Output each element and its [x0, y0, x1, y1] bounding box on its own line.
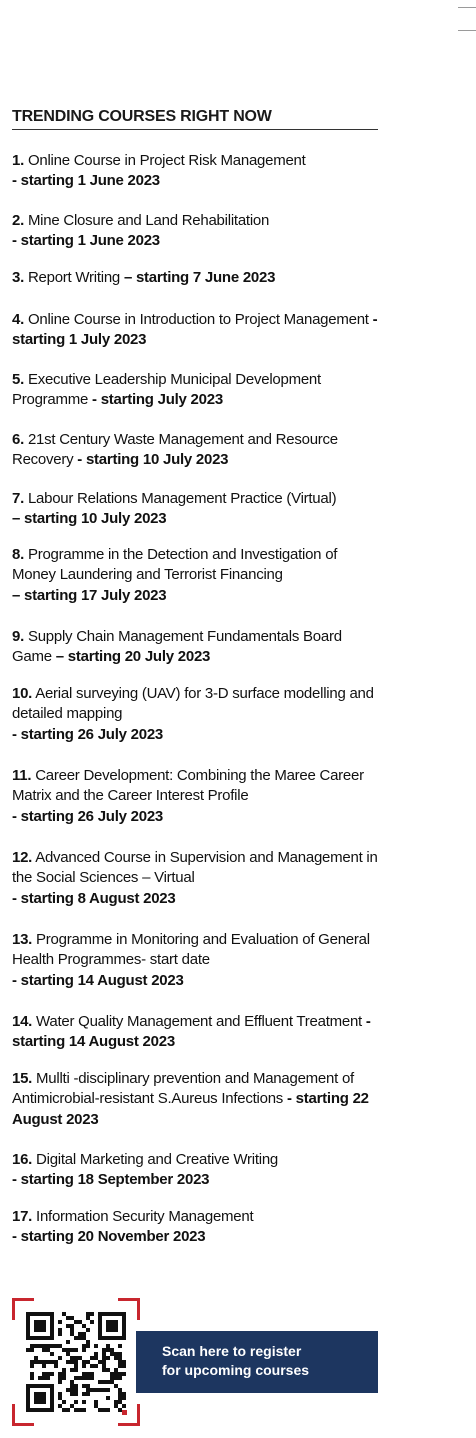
- course-number: 3.: [12, 269, 25, 286]
- course-item[interactable]: [12, 211, 384, 252]
- course-number: 7.: [12, 490, 25, 507]
- course-item[interactable]: [12, 1069, 384, 1130]
- course-item[interactable]: [12, 310, 384, 351]
- course-number: 12.: [12, 849, 33, 866]
- course-item[interactable]: [12, 268, 384, 288]
- course-title: Information Security Management: [36, 1208, 254, 1225]
- course-item[interactable]: [12, 151, 384, 192]
- course-number: 17.: [12, 1208, 33, 1225]
- course-title: Mullti -disciplinary prevention and Management of Antimicrobial-resistant S.Aureus Infections: [12, 1070, 354, 1108]
- course-number: 9.: [12, 628, 25, 645]
- course-item[interactable]: [12, 684, 384, 745]
- course-number: 1.: [12, 152, 25, 169]
- course-item[interactable]: [12, 627, 384, 668]
- course-item[interactable]: [12, 848, 384, 909]
- course-item[interactable]: [12, 1150, 384, 1191]
- section-heading: TRENDING COURSES RIGHT NOW: [12, 107, 378, 130]
- course-title: 21st Century Waste Management and Resource Recovery: [12, 431, 338, 469]
- course-number: 11.: [12, 767, 32, 784]
- course-title: Labour Relations Management Practice (Virtual): [27, 490, 337, 507]
- register-banner[interactable]: [136, 1331, 378, 1393]
- course-item[interactable]: [12, 930, 384, 991]
- top-divider: [458, 7, 476, 8]
- course-title: Programme in the Detection and Investigation of Money Laundering and Terrorist Financing: [12, 546, 338, 584]
- course-date: - starting 22 August 2023: [12, 1090, 369, 1128]
- course-title: Water Quality Management and Effluent Treatment: [36, 1013, 362, 1030]
- course-item[interactable]: [12, 489, 384, 530]
- course-number: 4.: [12, 311, 25, 328]
- register-line-1: Scan here to register: [162, 1343, 302, 1359]
- qr-code-graphic: [12, 1298, 140, 1426]
- course-title: Supply Chain Management Fundamentals Board Game: [12, 628, 342, 666]
- course-title: Career Development: Combining the Maree Career Matrix and the Career Interest Profile: [12, 767, 364, 805]
- course-number: 5.: [12, 371, 25, 388]
- course-date: - starting 26 July 2023: [12, 807, 163, 825]
- qr-code-icon[interactable]: [12, 1298, 140, 1426]
- course-date: - starting 20 November 2023: [12, 1228, 206, 1246]
- course-date: – starting 10 July 2023: [12, 510, 167, 528]
- course-title: Online Course in Introduction to Project Management: [27, 311, 369, 328]
- course-number: 14.: [12, 1013, 33, 1030]
- course-date: - starting 10 July 2023: [73, 451, 229, 469]
- course-item[interactable]: [12, 766, 384, 827]
- course-date: - starting 26 July 2023: [12, 725, 163, 743]
- course-title: Executive Leadership Municipal Development Programme: [12, 371, 321, 409]
- course-date: - starting 8 August 2023: [12, 889, 176, 907]
- course-date: – starting 7 June 2023: [120, 269, 276, 286]
- course-title: Mine Closure and Land Rehabilitation: [27, 212, 270, 229]
- course-number: 10.: [12, 685, 33, 702]
- course-title: Aerial surveying (UAV) for 3-D surface modelling and detailed mapping: [12, 685, 374, 723]
- course-number: 6.: [12, 431, 25, 448]
- top-divider: [458, 30, 476, 31]
- course-date: - starting 1 June 2023: [12, 232, 160, 250]
- course-date: - starting 14 August 2023: [12, 971, 184, 989]
- course-number: 8.: [12, 546, 25, 563]
- course-date: – starting 17 July 2023: [12, 586, 167, 604]
- course-item[interactable]: [12, 370, 384, 411]
- course-date: – starting 20 July 2023: [51, 648, 211, 666]
- course-item[interactable]: [12, 430, 384, 471]
- course-number: 2.: [12, 212, 25, 229]
- course-date: - starting July 2023: [88, 391, 223, 409]
- course-item[interactable]: [12, 1207, 384, 1248]
- course-title: Online Course in Project Risk Management: [27, 152, 306, 169]
- course-number: 15.: [12, 1070, 33, 1087]
- course-title: Advanced Course in Supervision and Management in the Social Sciences – Virtual: [12, 849, 378, 887]
- course-date: - starting 18 September 2023: [12, 1171, 210, 1189]
- course-title: Report Writing: [27, 269, 121, 286]
- course-date: - starting 1 June 2023: [12, 172, 160, 190]
- course-number: 13.: [12, 931, 33, 948]
- course-title: Programme in Monitoring and Evaluation of General Health Programmes- start date: [12, 931, 370, 969]
- course-date: - starting 14 August 2023: [12, 1013, 371, 1051]
- course-number: 16.: [12, 1151, 33, 1168]
- register-line-2: for upcoming courses: [162, 1362, 310, 1378]
- course-title: Digital Marketing and Creative Writing: [36, 1151, 279, 1168]
- course-item[interactable]: [12, 545, 384, 606]
- course-date: - starting 1 July 2023: [12, 311, 378, 349]
- course-item[interactable]: [12, 1012, 384, 1053]
